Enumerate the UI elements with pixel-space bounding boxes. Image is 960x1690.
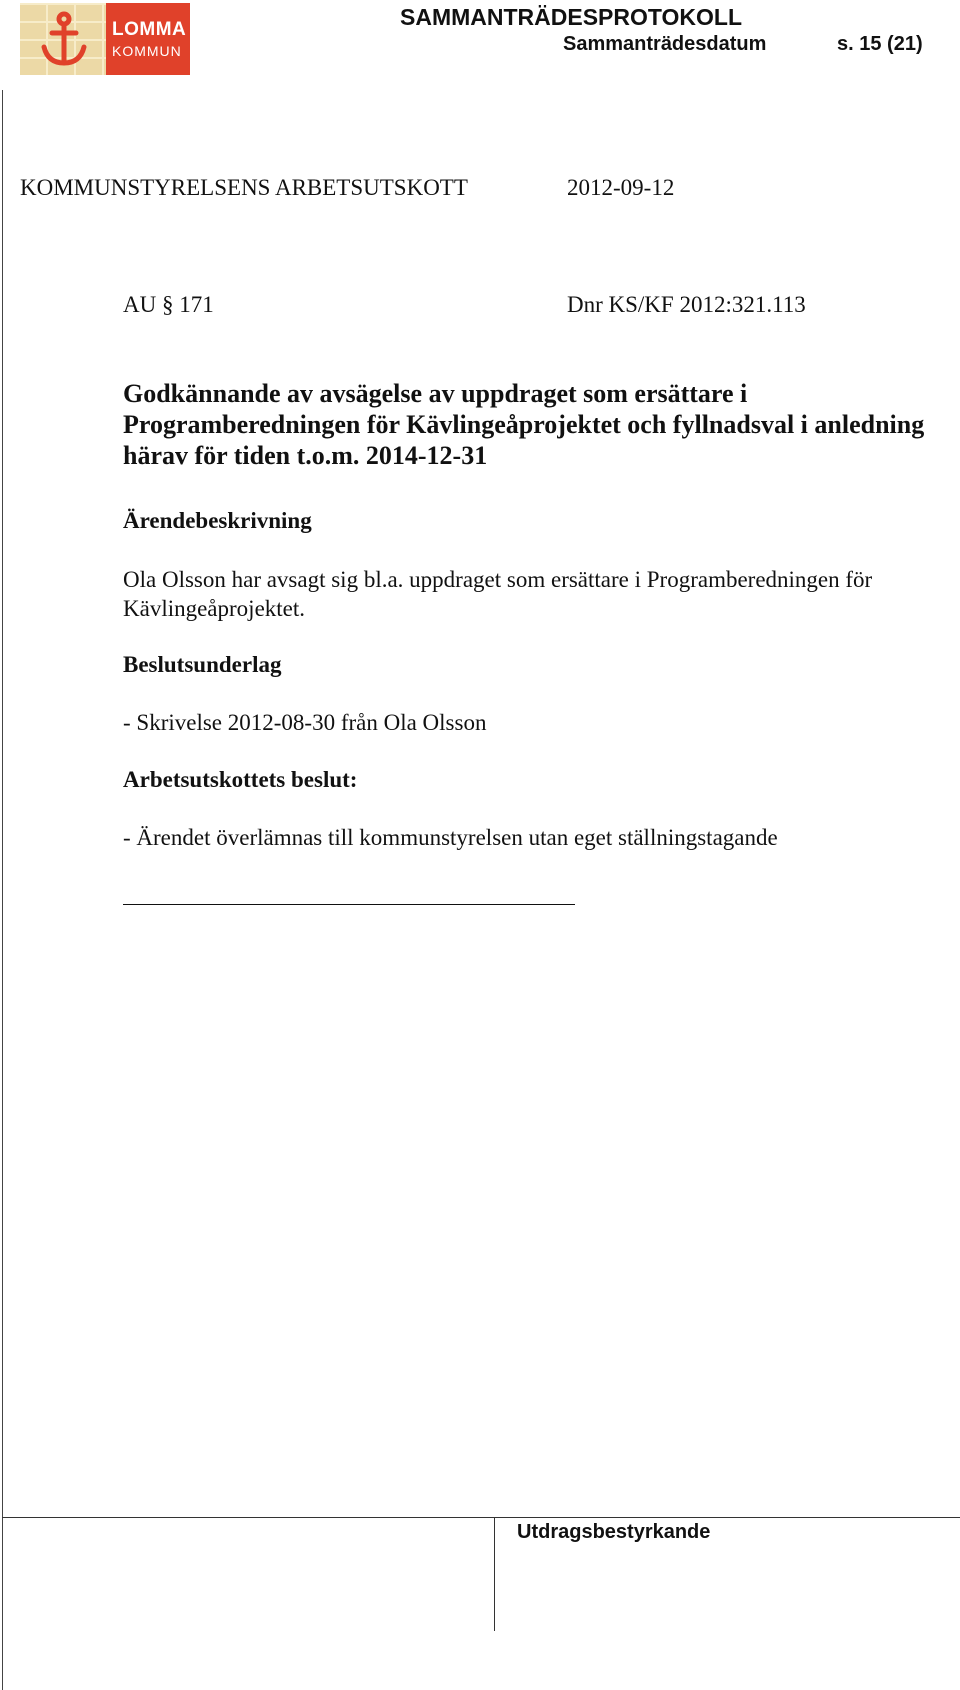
- section-heading-arendebeskrivning: Ärendebeskrivning: [123, 508, 312, 533]
- section-heading-beslut: Arbetsutskottets beslut:: [123, 767, 358, 792]
- case-title: Godkännande av avsägelse av uppdraget som ersättare i Programberedningen för Kävlingeåprojektet och fyllnadsval i anledning härav för tiden t.o.m. 2014-12-31: [123, 379, 925, 470]
- anchor-icon: [40, 11, 88, 69]
- case-description-text: Ola Olsson har avsagt sig bl.a. uppdraget som ersättare i Programberedningen för Kävlingeåprojektet.: [123, 567, 873, 621]
- document-type-title: SAMMANTRÄDESPROTOKOLL: [400, 4, 743, 30]
- meeting-date: 2012-09-12: [567, 175, 675, 200]
- committee-name: KOMMUNSTYRELSENS ARBETSUTSKOTT: [20, 175, 468, 200]
- section-heading-beslutsunderlag: Beslutsunderlag: [123, 652, 282, 677]
- footer-divider: [494, 1517, 495, 1631]
- paragraph-number: AU § 171: [123, 292, 214, 317]
- lomma-kommun-logo: [20, 3, 190, 75]
- section-end-rule: [123, 904, 575, 905]
- diary-number: Dnr KS/KF 2012:321.113: [567, 292, 806, 317]
- decision-basis-item: - Skrivelse 2012-08-30 från Ola Olsson: [123, 710, 487, 735]
- logo-text-kommun: KOMMUN: [112, 43, 182, 59]
- logo-text-lomma: LOMMA: [112, 19, 187, 40]
- left-margin-rule: [2, 90, 3, 1690]
- footer-rule: [2, 1517, 960, 1518]
- meeting-date-label: Sammanträdesdatum: [563, 33, 767, 55]
- decision-item: - Ärendet överlämnas till kommunstyrelsen utan eget ställningstagande: [123, 825, 778, 850]
- page-number: s. 15 (21): [837, 33, 923, 55]
- extract-certification-label: Utdragsbestyrkande: [517, 1521, 711, 1543]
